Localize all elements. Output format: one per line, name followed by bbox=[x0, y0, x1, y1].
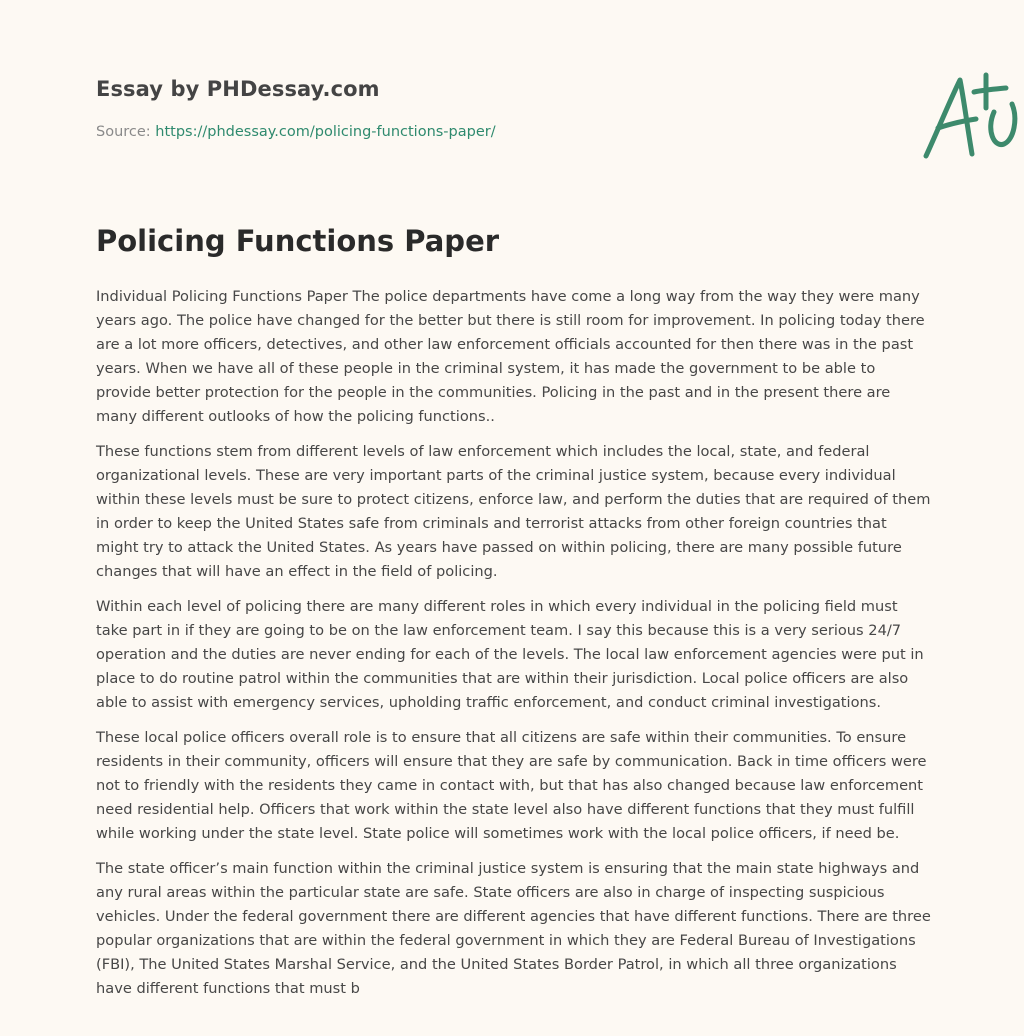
paragraph: These local police officers overall role is to ensure that all citizens are safe within their communities. To ensure residents in their community, officers will ensure that they are safe by communication. Back in time officers were not to friendly with the residents they came in contact with, but that has also changed because law enforcement need residential help. Officers that work within the state level also have different functions that they must fulfill while working under the state level. State police will sometimes work with the local police officers, if need be. bbox=[96, 729, 927, 842]
paragraph: Within each level of policing there are many different roles in which every individual in the policing field must take part in if they are going to be on the law enforcement team. I say this because this is a very serious 24/7 operation and the duties are never ending for each of the levels. The local law enforcement agencies were put in place to do routine patrol within the communities that are within their jurisdiction. Local police officers are also able to assist with emergency services, upholding traffic enforcement, and conduct criminal investigations. bbox=[96, 598, 924, 711]
paragraph: These functions stem from different levels of law enforcement which includes the local, state, and federal organizational levels. These are very important parts of the criminal justice system, because every individual within these levels must be sure to protect citizens, enforce law, and perform the duties that are required of them in order to keep the United States safe from criminals and terrorist attacks from other foreign countries that might try to attack the United States. As years have passed on within policing, there are many possible future changes that will have an effect in the field of policing. bbox=[96, 443, 931, 580]
source-label: Source: bbox=[96, 124, 156, 140]
essay-title: Policing Functions Paper bbox=[96, 224, 500, 258]
paragraph: The state officer’s main function within the criminal justice system is ensuring that the main state highways and any rural areas within the particular state are safe. State officers are also in charge of inspecting suspicious vehicles. Under the federal government there are different agencies that have different functions. There are three popular organizations that are within the federal government in which they are Federal Bureau of Investigations (FBI), The United States Marshal Service, and the United States Border Patrol, in which all three organizations have different functions that must b bbox=[96, 860, 931, 997]
source-line bbox=[96, 124, 496, 140]
site-brand: Essay by PHDessay.com bbox=[96, 77, 380, 101]
source-link[interactable]: https://phdessay.com/policing-functions-paper/ bbox=[155, 124, 496, 140]
essay-body bbox=[96, 285, 932, 1012]
paragraph: Individual Policing Functions Paper The police departments have come a long way from the way they were many years ago. The police have changed for the better but there is still room for improvement. In policing today there are a lot more officers, detectives, and other law enforcement officials accounted for then there was in the past years. When we have all of these people in the criminal system, it has made the government to be able to provide better protection for the people in the communities. Policing in the past and in the present there are many different outlooks of how the policing functions.. bbox=[96, 288, 925, 425]
a-plus-logo-icon bbox=[920, 70, 1024, 164]
